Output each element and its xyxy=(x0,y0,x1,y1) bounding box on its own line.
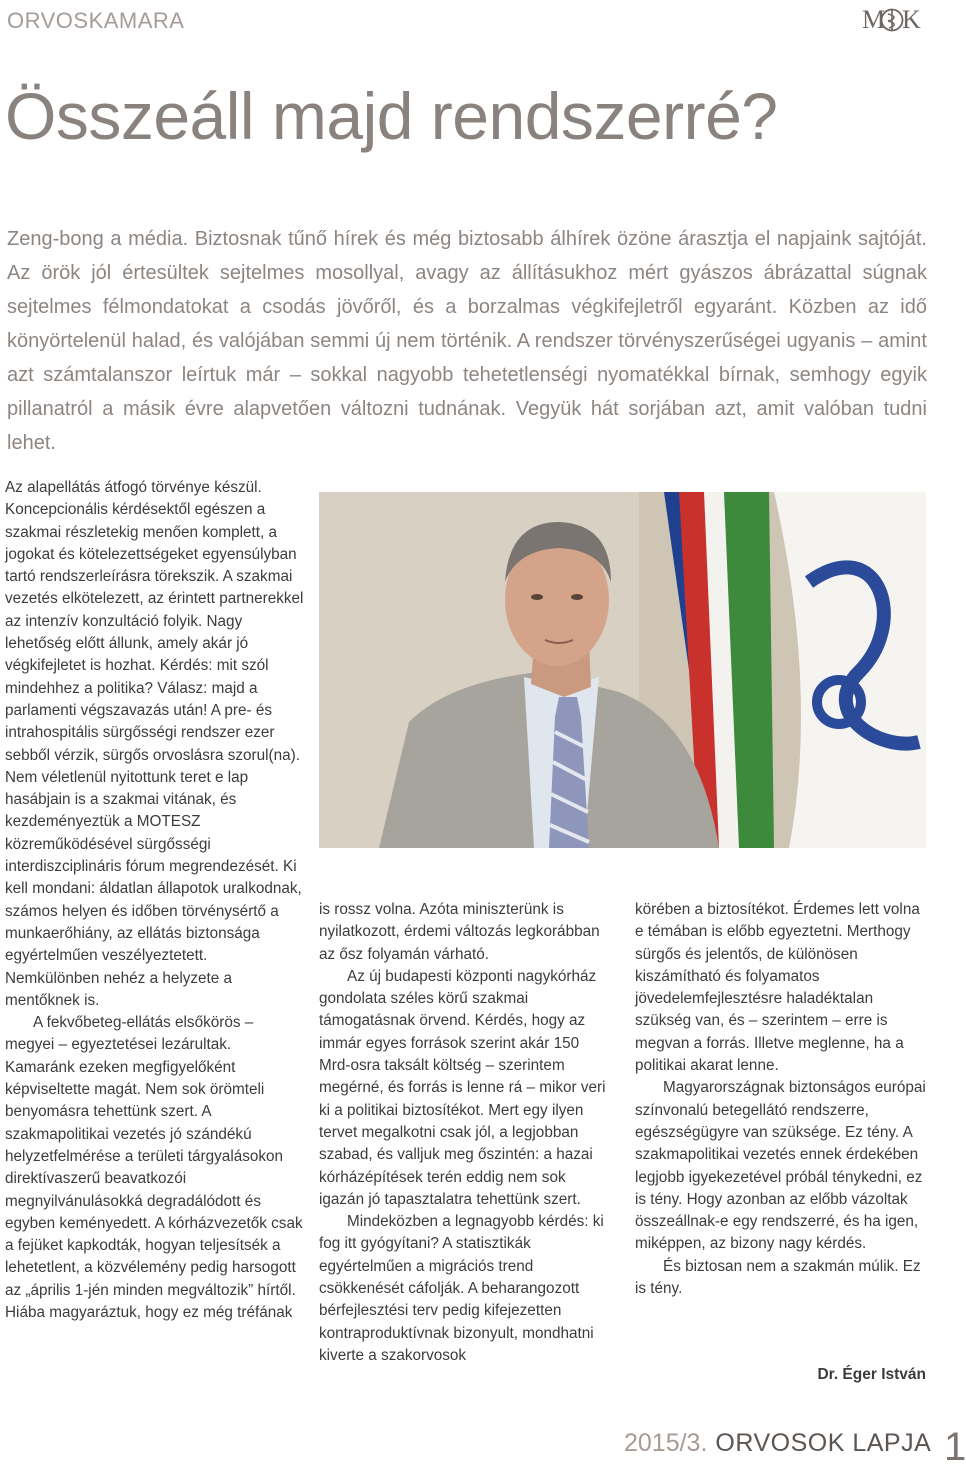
portrait-photo xyxy=(319,492,926,848)
page-number: 1 xyxy=(944,1425,966,1469)
paragraph: Az új budapesti központi nagykórház gondolata széles körű szakmai támogatásnak örvend. Kérdés, hogy az immár egyes források szerint akár 150 Mrd-osra taksált költség – szerintem megérné, és forrás is lenne rá – mikor veri ki a politikai biztosítékot. Mert egy ilyen tervet megalkotni csak jól, a legjobban szabad, és valljuk meg őszintén: a hazai kórházépítések terén eddig nem sok igazán jó tapasztalatra tehettünk szert. xyxy=(319,967,606,1208)
article-title: Összeáll majd rendszerré? xyxy=(5,79,778,153)
paragraph: Magyarországnak biztonságos európai színvonalú betegellátó rendszerre, egészségügyre van szüksége. Ez tény. A szakmapolitikai vezetés ennek érdekében legjobb igyekezetével próbál ténykedni, ez is tény. Hogy azonban az előbb vázoltak összeállnak-e egy rendszerré, és ha igen, miképpen, az bizony nagy kérdés. xyxy=(635,1079,926,1253)
paragraph: És biztosan nem a szakmán múlik. Ez is tény. xyxy=(635,1257,921,1298)
paragraph: Mindeközben a legnagyobb kérdés: ki fog itt gyógyítani? A statisztikák egyértelműen a migrációs trend csökkenését cáfolják. A beharangozott bérfejlesztési terv pedig kifejezetten kontraproduktívnak bizonyult, mondhatni kiverte a szakorvosok xyxy=(319,1213,604,1364)
mok-logo: M K xyxy=(862,5,921,34)
section-label: ORVOSKAMARA xyxy=(7,8,185,33)
issue-number: 2015/3. xyxy=(624,1429,708,1457)
author-signature: Dr. Éger István xyxy=(817,1366,926,1383)
paragraph: A fekvőbeteg-ellátás elsőkörös – megyei – egyeztetései lezárultak. Kamaránk ezeken megfigyelőként képviseltette magát. Nem sok örömteli benyomásra tehettünk szert. A szakmapolitikai vezetés jó szándékú helyzetfelmérése a területi tárgyalásokon direktívaszerű beavatkozói megnyilvánulásokká degradálódott és egyben keményedett. A kórházvezetők csak a fejüket kapkodták, hogyan teljesítsék a lehetetlent, a közvélemény pedig harsogott az „április 1-jén minden megváltozik” hírtől. Hiába magyaráztuk, hogy ez még tréfának xyxy=(5,1014,303,1321)
paragraph: is rossz volna. Azóta miniszterünk is nyilatkozott, érdemi változás legkorábban az ősz folyamán várható. xyxy=(319,901,600,963)
text-column-3 xyxy=(635,899,927,1300)
article-lead xyxy=(7,222,927,460)
journal-name: ORVOSOK LAPJA xyxy=(715,1429,932,1457)
portrait-illustration xyxy=(319,492,926,848)
paragraph: Az alapellátás átfogó törvénye készül. Koncepcionális kérdésektől egészen a szakmai részletekig menően komplett, a jogokat és kötelezettségeket egyensúlyban tartó rendszerleírásra törekszik. A szakmai vezetés elkötelezett, az érintett partnerekkel az intenzív konzultáció folyik. Nagy lehetőség előtt állunk, amely akár jó végkifejletet is hozhat. Kérdés: mit szól mindehhez a politika? Válasz: majd a parlamenti végszavazás után! A pre- és intrahospitális sürgősségi rendszer ezer sebből vérzik, sürgős orvoslásra szorul(na). Nem véletlenül nyitottunk teret e lap hasábjain is a szakmai vitának, és kezdeményeztük a MOTESZ közreműködésével sürgősségi interdiszciplináris fórum megrendezését. Ki kell mondani: áldatlan állapotok uralkodnak, számos helyen és időben törvénysértő a munkaerőhiány, az ellátás biztonsága egyértelműen veszélyeztetett. Nemkülönben nehéz a helyzete a mentőknek is. xyxy=(5,479,304,1009)
footer xyxy=(624,1429,931,1458)
text-column-2 xyxy=(319,899,609,1367)
text-column-1 xyxy=(5,477,305,1324)
paragraph: körében a biztosítékot. Érdemes lett volna e témában is előbb egyeztetni. Merthogy sürgős és jelentős, de különösen kiszámítható és folyamatos jövedelemfejlesztésre haladéktalan szükség van, és – szerintem – erre is megvan a forrás. Illetve meglenne, ha a politikai akarat lenne. xyxy=(635,901,920,1075)
caduceus-icon xyxy=(880,7,904,33)
lead-paragraph: Zeng-bong a média. Biztosnak tűnő hírek és még biztosabb álhírek özöne árasztja el napjaink sajtóját. Az örök jól értesültek sejtelmes mosollyal, avagy az állításukhoz mért gyászos ábrázattal súgnak sejtelmes félmondatokat a csodás jövőről, és a borzalmas végkifejletről egyaránt. Közben az idő könyörtelenül halad, és valójában semmi új nem történik. A rendszer törvényszerűségei ugyanis – amint azt számtalanszor leírtuk már – sokkal nagyobb tehetetlenségi nyomatékkal bírnak, semhogy egyik pillanatról a másik évre alapvetően változni tudnának. Vegyük hát sorjában azt, amit valóban tudni lehet. xyxy=(7,228,927,454)
